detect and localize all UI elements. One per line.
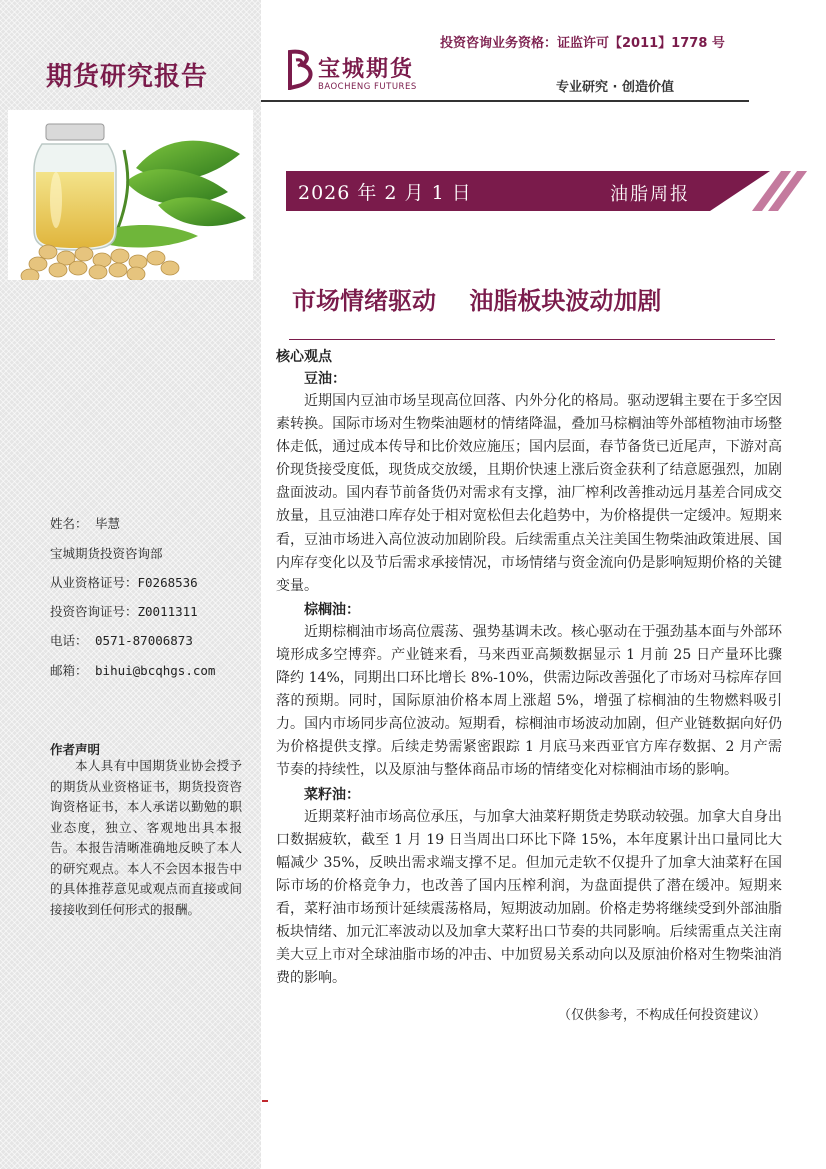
rapeseed-oil-heading: 菜籽油： (304, 786, 360, 803)
page-marker (262, 1100, 268, 1102)
palm-oil-heading: 棕榈油： (304, 601, 360, 618)
license-statement: 投资咨询业务资格：证监许可【2011】1778 号 (440, 36, 725, 51)
rapeseed-oil-paragraph: 近期菜籽油市场高位承压，与加拿大油菜籽期货走势联动较强。加拿大自身出口数据疲软，截至 1 月 19 日当周出口环比下降 15%，本年度累计出口量同比大幅减少 35%，反映出需求端支撑不足。但加元走软不仅提升了加拿大油菜籽在国际市场的价格竞争力，也改善了国内压榨利润，为盘面提供了潜在缓冲。短期来看，菜籽油市场预计延续震荡格局，短期波动加剧。价格走势将继续受到外部油脂板块情绪、加元汇率波动以及加拿大菜籽出口节奏的共同影响。后续需重点关注南美大豆上市对全球油脂市场的冲击、中加贸易关系动向以及原油价格对生物柴油消费的影响。 (276, 808, 782, 987)
header-divider (261, 100, 749, 102)
slogan: 专业研究 · 创造价值 (556, 80, 674, 95)
report-headline: 市场情绪驱动 油脂板块波动加剧 (292, 287, 662, 315)
author-declaration-title: 作者声明 (50, 742, 101, 757)
author-department: 宝城期货投资咨询部 (50, 546, 163, 561)
baocheng-logo-icon (284, 48, 316, 90)
author-name: 姓名： 毕慧 (50, 516, 121, 531)
report-kind: 油脂周报 (610, 184, 690, 205)
disclaimer: （仅供参考，不构成任何投资建议） (557, 1008, 766, 1024)
author-declaration-body: 本人具有中国期货业协会授予的期货从业资格证书，期货投资咨询资格证书，本人承诺以勤勉的职业态度，独立、客观地出具本报告。本报告清晰准确地反映了本人的研究观点。本人不会因本报告中的具体推荐意见或观点而直接或间接接收到任何形式的报酬。 (50, 758, 242, 917)
hero-image-oil-jar-soybeans (8, 110, 253, 280)
soybean-oil-paragraph: 近期国内豆油市场呈现高位回落、内外分化的格局。驱动逻辑主要在于多空因素转换。国际市场对生物柴油题材的情绪降温，叠加马棕榈油等外部植物油市场整体走低，通过成本传导和比价效应施压；国内层面，春节备货已近尾声，下游对高价现货接受度低，现货成交放缓，且期价快速上涨后资金获利了结意愿强烈，加剧盘面波动。国内春节前备货仍对需求有支撑，油厂榨利改善推动远月基差合同成交放量，且豆油港口库存处于相对宽松但去化趋势中，为价格提供一定缓冲。短期来看，豆油市场进入高位波动加剧阶段。后续需重点关注美国生物柴油政策进展、国内库存变化以及节后需求承接情况，市场情绪与资金流向仍是影响短期价格的关键变量。 (276, 393, 782, 594)
hero-illustration (8, 110, 253, 280)
palm-oil-paragraph: 近期棕榈油市场高位震荡、强势基调未改。核心驱动在于强劲基本面与外部环境形成多空博弈。产业链来看，马来西亚高频数据显示 1 月前 25 日产量环比骤降约 14%，同期出口环比增长 8%-10%，供需边际改善强化了市场对马棕库存回落的预期。同时，国际原油价格本周上涨超 5%，增强了棕榈油的生物燃料吸引力。国内市场同步高位波动。短期看，棕榈油市场波动加剧，但产业链数据向好仍为价格提供支撑。后续走势需紧密跟踪 1 月底马来西亚官方库存数据、2 月产需节奏的持续性，以及原油与整体商品市场的情绪变化对棕榈油市场的影响。 (276, 623, 782, 779)
qualification-number: 从业资格证号：F0268536 (50, 575, 198, 590)
headline-divider (289, 339, 775, 340)
soybean-oil-heading: 豆油： (304, 371, 346, 387)
main-content (276, 346, 782, 1023)
consulting-license-number: 投资咨询证号：Z0011311 (50, 604, 198, 619)
email-address: 邮箱： bihui@bcqhgs.com (50, 663, 216, 678)
logo-chinese-name: 宝城期货 (318, 56, 415, 82)
phone-number: 电话： 0571-87006873 (50, 633, 193, 648)
report-date: 2026 年 2 月 1 日 (298, 182, 472, 204)
logo-english-name: BAOCHENG FUTURES (318, 82, 417, 92)
report-type-title: 期货研究报告 (46, 62, 209, 92)
core-view-title: 核心观点 (276, 349, 332, 365)
